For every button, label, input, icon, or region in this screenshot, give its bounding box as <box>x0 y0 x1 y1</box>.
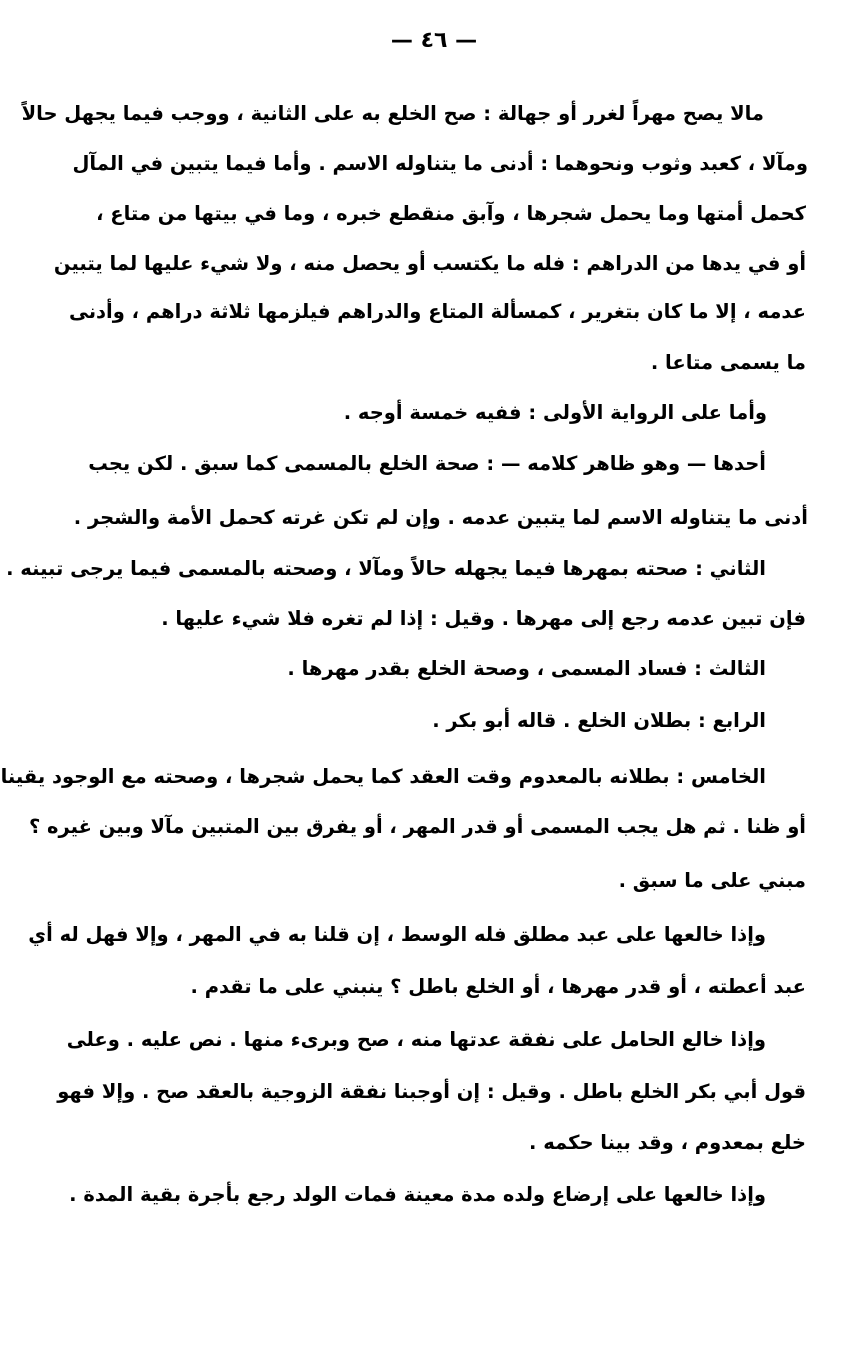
text-line: فإن تبين عدمه رجع إلى مهرها . وقيل : إذا لم تغره فلا شيء عليها . <box>161 607 806 630</box>
text-line: ما يسمى متاعا . <box>650 351 806 374</box>
text-line: الخامس : بطلانه بالمعدوم وقت العقد كما يحمل شجرها ، وصحته مع الوجود يقينا <box>0 765 766 788</box>
text-line: وإذا خالعها على عبد مطلق فله الوسط ، إن قلنا به في المهر ، وإلا فهل له أي <box>28 923 766 946</box>
text-line: الثاني : صحته بمهرها فيما يجهله حالاً ومآلا ، وصحته بالمسمى فيما يرجى تبينه . <box>6 557 766 580</box>
text-line: ومآلا ، كعبد وثوب ونحوهما : أدنى ما يتناوله الاسم . وأما فيما يتبين في المآل <box>72 152 808 175</box>
text-line: خلع بمعدوم ، وقد بينا حكمه . <box>529 1131 806 1154</box>
text-line: وإذا خالعها على إرضاع ولده مدة معينة فمات الولد رجع بأجرة بقية المدة . <box>69 1183 766 1206</box>
text-line: عدمه ، إلا ما كان بتغرير ، كمسألة المتاع والدراهم فيلزمها ثلاثة دراهم ، وأدنى <box>68 300 806 323</box>
text-line: الرابع : بطلان الخلع . قاله أبو بكر . <box>432 709 766 732</box>
text-line: كحمل أمتها وما يحمل شجرها ، وآبق منقطع خبره ، وما في بيتها من متاع ، <box>96 202 806 225</box>
text-line: أو ظنا . ثم هل يجب المسمى أو قدر المهر ، أو يفرق بين المتبين مآلا وبين غيره ؟ <box>28 815 806 838</box>
text-line: مالا يصح مهراً لغرر أو جهالة : صح الخلع به على الثانية ، ووجب فيما يجهل حالاً <box>21 102 764 125</box>
text-line: وأما على الرواية الأولى : ففيه خمسة أوجه . <box>343 401 767 424</box>
text-line: الثالث : فساد المسمى ، وصحة الخلع بقدر مهرها . <box>287 657 766 680</box>
text-line: مبني على ما سبق . <box>618 869 806 892</box>
page-number: — ٤٦ — <box>390 28 478 53</box>
text-line: أحدها — وهو ظاهر كلامه — : صحة الخلع بالمسمى كما سبق . لكن يجب <box>88 452 766 475</box>
text-line: قول أبي بكر الخلع باطل . وقيل : إن أوجبنا نفقة الزوجية بالعقد صح . وإلا فهو <box>57 1080 806 1103</box>
text-line: أو في يدها من الدراهم : فله ما يكتسب أو يحصل منه ، ولا شيء عليها لما يتبين <box>53 252 806 275</box>
text-line: أدنى ما يتناوله الاسم لما يتبين عدمه . وإن لم تكن غرته كحمل الأمة والشجر . <box>73 506 808 529</box>
text-line: عبد أعطته ، أو قدر مهرها ، أو الخلع باطل ؟ ينبني على ما تقدم . <box>190 975 806 998</box>
text-line: وإذا خالع الحامل على نفقة عدتها منه ، صح وبرىء منها . نص عليه . وعلى <box>66 1028 766 1051</box>
